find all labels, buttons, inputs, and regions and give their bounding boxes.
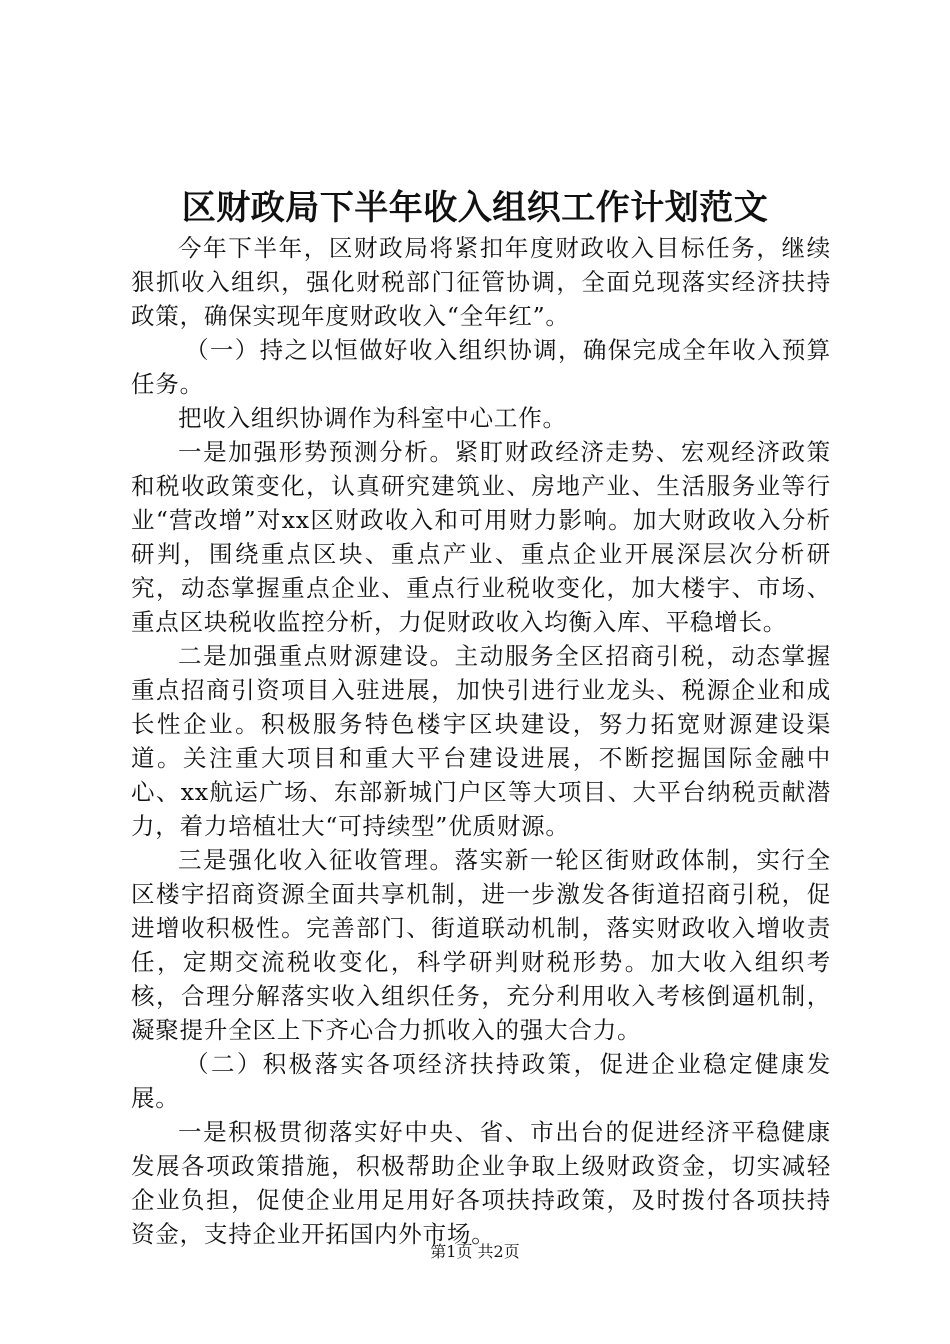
section-1-item-1: 一是加强形势预测分析。紧盯财政经济走势、宏观经济政策和税收政策变化，认真研究建筑业、房地产业、生活服务业等行业“营改增”对xx区财政收入和可用财力影响。加大财政收入分析研判，围绕重点区块、重点产业、重点企业开展深层次分析研究，动态掌握重点企业、重点行业税收变化，加大楼宇、市场、重点区块税收监控分析，力促财政收入均衡入库、平稳增长。: [131, 438, 831, 636]
document-title: 区财政局下半年收入组织工作计划范文: [181, 188, 769, 228]
page-number-footer: 第1页 共2页: [430, 1242, 520, 1261]
section-heading-1: （一）持之以恒做好收入组织协调，确保完成全年收入预算任务。: [131, 336, 831, 398]
section-2-item-1: 一是积极贯彻落实好中央、省、市出台的促进经济平稳健康发展各项政策措施，积极帮助企业争取上级财政资金，切实减轻企业负担，促使企业用足用好各项扶持政策，及时拨付各项扶持资金，支持企业开拓国内外市场。: [131, 1118, 831, 1248]
section-1-item-3: 三是强化收入征收管理。落实新一轮区街财政体制，实行全区楼宇招商资源全面共享机制，进一步激发各街道招商引税，促进增收积极性。完善部门、街道联动机制，落实财政收入增收责任，定期交流税收变化，科学研判财税形势。加大收入组织考核，合理分解落实收入组织任务，充分利用收入考核倒逼机制，凝聚提升全区上下齐心合力抓收入的强大合力。: [131, 846, 831, 1044]
section-1-item-2: 二是加强重点财源建设。主动服务全区招商引税，动态掌握重点招商引资项目入驻进展，加快引进行业龙头、税源企业和成长性企业。积极服务特色楼宇区块建设，努力拓宽财源建设渠道。关注重大项目和重大平台建设进展，不断挖掘国际金融中心、xx航运广场、东部新城门户区等大项目、大平台纳税贡献潜力，着力培植壮大“可持续型”优质财源。: [131, 642, 831, 840]
section-1-lead: 把收入组织协调作为科室中心工作。: [178, 404, 567, 432]
section-heading-2: （二）积极落实各项经济扶持政策，促进企业稳定健康发展。: [131, 1050, 831, 1112]
document-body: [131, 231, 831, 1251]
intro-paragraph: 今年下半年，区财政局将紧扣年度财政收入目标任务，继续狠抓收入组织，强化财税部门征管协调，全面兑现落实经济扶持政策，确保实现年度财政收入“全年红”。: [131, 234, 831, 330]
